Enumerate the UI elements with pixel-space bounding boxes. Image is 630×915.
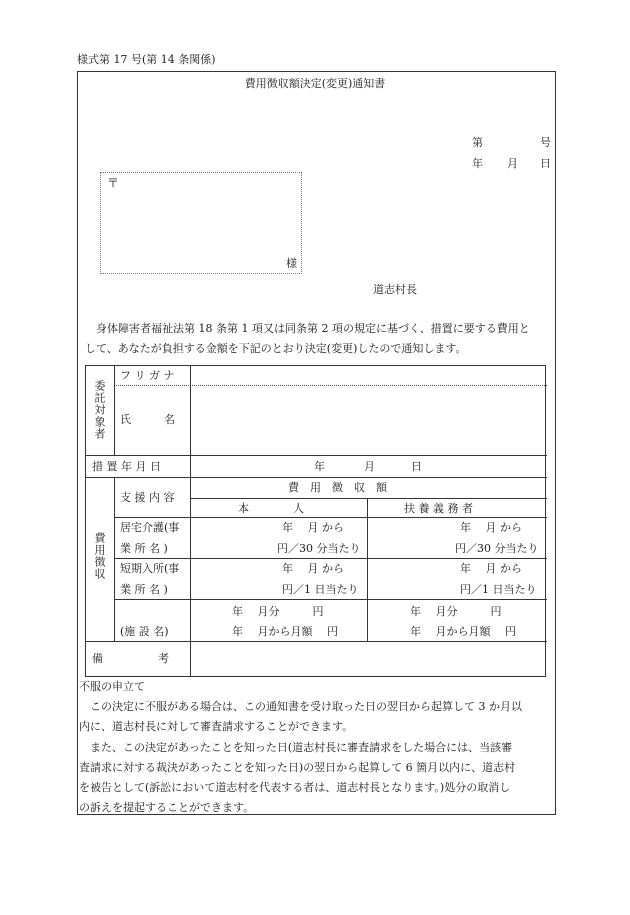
collection-label: 費用徴収	[93, 532, 106, 580]
measure-date-tsuki: 月	[364, 460, 375, 473]
col-divider-collection	[114, 477, 115, 641]
measure-date-label: 措 置 年 月 日	[92, 460, 161, 473]
date-hi: 日	[540, 157, 551, 170]
doc-number-go: 号	[540, 136, 551, 149]
self-header: 本 人	[238, 502, 304, 515]
address-box	[100, 172, 302, 274]
row-divider-4	[114, 517, 547, 518]
support-content-label: 支 援 内 容	[120, 491, 175, 504]
home-care-label-2: 業 所 名 )	[120, 542, 168, 555]
objection-p1-line1: この決定に不服がある場合は、この通知書を受け取った日の翌日から起算して 3 か月以	[79, 700, 522, 713]
home-care-supporter-from: 年 月 から	[460, 521, 522, 534]
col-divider-subject	[114, 366, 115, 455]
fee-table	[85, 365, 546, 677]
col-divider-self	[367, 498, 368, 641]
name-label: 氏 名	[120, 413, 175, 426]
row-divider-1	[86, 455, 547, 456]
short-stay-label-1: 短期入所(事	[120, 562, 180, 575]
body-line-2: して、あなたが負担する金額を下記のとおり決定(変更)したので通知します。	[85, 342, 467, 355]
furigana-divider	[114, 385, 547, 386]
date-nen: 年	[472, 157, 483, 170]
furigana-label: フ リ ガ ナ	[120, 369, 175, 382]
body-line-1: 身体障害者福祉法第 18 条第 1 項又は同条第 2 項の規定に基づく、措置に要する費用と	[85, 322, 530, 335]
supporter-header: 扶 養 義 務 者	[404, 502, 473, 515]
home-care-self-from: 年 月 から	[282, 521, 344, 534]
short-stay-supporter-from: 年 月 から	[460, 562, 522, 575]
objection-p1-line2: 内に、道志村長に対して審査請求することができます。	[79, 720, 354, 733]
objection-p2-line2: 査請求に対する裁決があったことを知った日)の翌日から起算して 6 箇月以内に、道志村	[79, 761, 516, 774]
measure-date-nen: 年	[314, 460, 325, 473]
measure-date-hi: 日	[411, 460, 422, 473]
addressee-sama: 様	[286, 257, 297, 270]
doc-number-dai: 第	[472, 136, 483, 149]
facility-supporter-monthly-a: 年 月分 円	[410, 605, 502, 618]
home-care-label-1: 居宅介護(事	[120, 521, 180, 534]
home-care-supporter-rate: 円／30 分当たり	[455, 542, 539, 555]
objection-p2-line4: の訴えを提起することができます。	[79, 801, 255, 814]
objection-p2-line3: を被告として(訴訟において道志村を代表する者は、道志村長となります。)処分の取消し	[79, 781, 511, 794]
short-stay-supporter-rate: 円／1 日当たり	[460, 583, 537, 596]
objection-heading: 不服の申立て	[79, 680, 145, 693]
form-number: 様式第 17 号(第 14 条関係)	[77, 53, 216, 66]
fee-amount-header: 費 用 徴 収 額	[288, 481, 387, 494]
row-divider-5	[114, 558, 547, 559]
issuer: 道志村長	[373, 283, 417, 296]
row-divider-3	[190, 498, 547, 499]
facility-supporter-monthly-b: 年 月から月額 円	[410, 625, 516, 638]
objection-p2-line1: また、この決定があったことを知った日(道志村長に審査請求をした場合には、当該審	[79, 741, 513, 754]
row-divider-2	[86, 477, 547, 478]
row-divider-7	[86, 641, 547, 642]
postal-mark: 〒	[107, 176, 120, 190]
subject-label: 委託対象者	[93, 380, 106, 440]
short-stay-self-from: 年 月 から	[282, 562, 344, 575]
col-divider-label	[190, 366, 191, 677]
document-title: 費用徴収額決定(変更)通知書	[244, 77, 386, 90]
date-tsuki: 月	[507, 157, 518, 170]
short-stay-self-rate: 円／1 日当たり	[282, 583, 359, 596]
facility-self-monthly-b: 年 月から月額 円	[232, 625, 338, 638]
facility-self-monthly-a: 年 月分 円	[232, 605, 324, 618]
short-stay-label-2: 業 所 名 )	[120, 583, 168, 596]
row-divider-6	[114, 599, 547, 600]
remarks-label: 備 考	[92, 652, 169, 665]
facility-label: (施 設 名)	[120, 625, 169, 638]
home-care-self-rate: 円／30 分当たり	[277, 542, 361, 555]
